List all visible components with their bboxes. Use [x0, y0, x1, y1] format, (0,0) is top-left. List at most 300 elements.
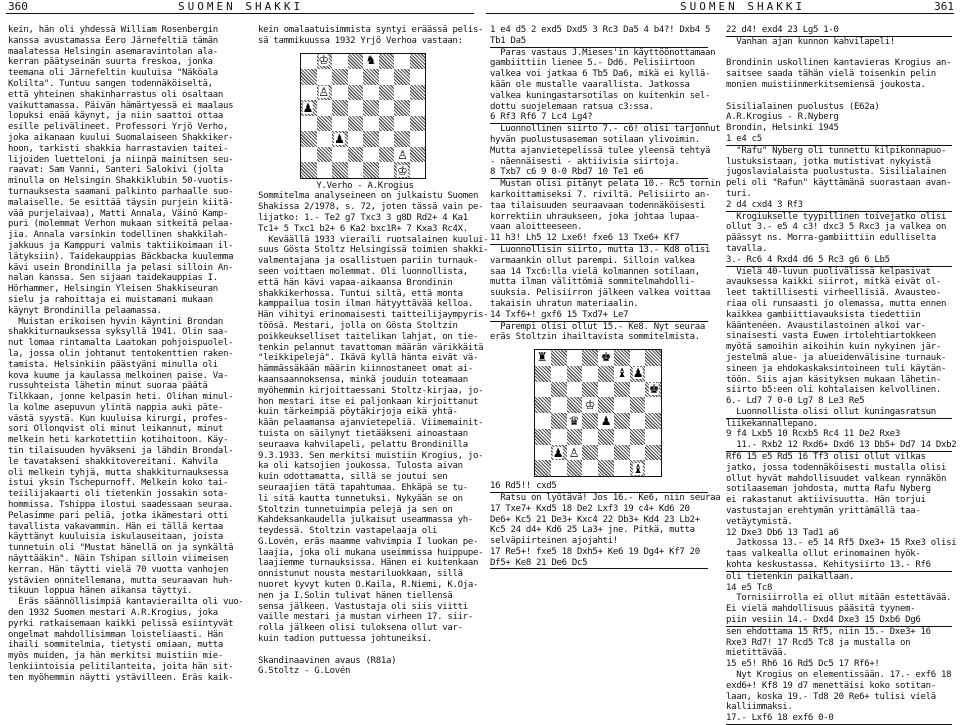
text-line: jakkuus ja Kamppuri valmis taktiikoimaan il-	[8, 240, 234, 251]
text-line: Parempi olisi ollut 15.- Ke8. Nyt seuraa	[490, 321, 705, 332]
board-square	[332, 147, 348, 163]
text-line: maalatessa Helsingin asemaravintolan ala-	[8, 46, 218, 57]
text-line: laajiemme turnauksissa. Hänen ei kuitenkaan	[258, 558, 479, 569]
text-line: Rf6 15 e5 Rd5 16 Tf3 olisi ollut vilkas	[726, 452, 926, 463]
text-line: oli melkein tyhjä, mutta shakkiturnauksessa	[8, 467, 229, 478]
text-line: kaikkea gambiittiavauksista tiedettiin	[726, 309, 921, 320]
board-square	[379, 69, 395, 85]
text-line: jatko, jossa todennäköisesti mustalla olisi	[726, 462, 947, 473]
board-square	[332, 85, 348, 101]
text-line: hämmässäkään määrin kiinnostaneet omat ai-	[258, 364, 473, 375]
board-square	[332, 100, 348, 116]
text-line: Brondin, Helsinki 1945	[726, 123, 839, 134]
board-square	[410, 131, 426, 147]
text-line: gambiittiin lienee 5.- Dd6. Pelisiirtoon	[490, 58, 695, 69]
text-line: puri (molemmat Verhon mukaan sitkeitä pelaa-	[8, 219, 234, 230]
text-line: varmaankin ollut parempi. Silloin valkea	[490, 255, 695, 266]
text-line: töön. Siis ajan käsityksen mukaan lähetin-	[726, 374, 941, 385]
board-square	[582, 366, 598, 382]
text-line: ei rakastanut aktiivisuutta. Hän torjui	[726, 495, 926, 506]
text-line: rolla jälkeen olisi tuloksena ollut var-	[258, 623, 463, 634]
text-line: Eräs säännöllisimpiä kantavierailta oli vuo-	[8, 597, 244, 608]
text-line: Tilkkaan, jonne kelpasin heti. Olihan minul-	[8, 392, 234, 403]
board-square	[582, 413, 598, 429]
text-line: selväpiirteinen ajojahti!	[490, 536, 618, 547]
board-square	[614, 429, 630, 445]
diagram-caption: Y.Verho - A.Krogius	[316, 180, 414, 191]
text-line: tamista. Helsinkiin päästyäni minulla oli	[8, 359, 218, 370]
board-square	[348, 131, 364, 147]
text-line: jia. Annala varsinkin todellinen shakkilah-	[8, 230, 229, 241]
board-square	[410, 162, 426, 178]
board-square	[630, 350, 646, 366]
text-line: tin tilaisuuden hyväkseni ja lähdin Brondal-	[8, 446, 234, 457]
text-line: ihaili sommitelmia, tietysti omiaan, mutta	[8, 640, 223, 651]
text-line: onnistunut nousta mestariluokkaan, sillä	[258, 569, 463, 580]
white-king-icon: ♔	[318, 53, 329, 68]
text-line: jugoslavialaista puolustusta. Sisilialainen	[726, 167, 947, 178]
text-line: 14 Txf6+! gxf6 15 Txd7+ Le7	[490, 310, 708, 322]
text-line: vastustajan erehtymän yrittämällä taa-	[726, 506, 921, 517]
text-line: Luonnollisin siirto, mutta 13.- Kd8 olisi	[490, 244, 711, 255]
board-square	[645, 366, 661, 382]
text-line: sineen ja ehdokaskaksintoineen tuli käytän-	[726, 363, 947, 374]
text-line: oli tietenkin paikallaan.	[726, 571, 854, 582]
text-line: 22 d4! exd4 23 Lg5 1-0	[726, 25, 952, 37]
text-line: le tavatakseni shakkitovereitani. Kahvila	[8, 456, 218, 467]
text-line: dottu suojelemaan ratsua c3:ssa.	[490, 101, 654, 112]
text-line: riaa oli runsaasti jo olemassa, mutta ennen	[726, 298, 947, 309]
black-queen-icon: ♛	[568, 414, 580, 429]
text-line: ka oli katsojien joukossa. Tulosta aivan	[258, 461, 463, 472]
board-square	[598, 460, 614, 476]
board-square	[645, 460, 661, 476]
text-line: lätyksiin). Taidekauppias Bäckbacka kuulemma	[8, 251, 234, 262]
board-square	[535, 445, 551, 461]
board-square	[394, 69, 410, 85]
left-column-1	[8, 25, 244, 684]
text-line: teemana oli Järnefeltin kuuluisa "Näköala	[8, 68, 218, 79]
board-square	[410, 100, 426, 116]
text-line: melkein heti karkotettiin kotihoitoon. Käy-	[8, 435, 229, 446]
white-king-icon: ♔	[397, 163, 408, 178]
board-square	[379, 131, 395, 147]
black-bishop-icon: ♝	[632, 462, 644, 477]
board-square	[301, 54, 317, 70]
text-line: käynyt Brondinilla pelaamassa.	[8, 305, 162, 316]
board-square	[582, 382, 598, 398]
page-header-left: SUOMEN SHAKKI	[178, 0, 304, 13]
text-line: kanssa avustamassa Eero Järnefeltiä tämän	[8, 35, 218, 46]
board-square	[317, 147, 333, 163]
text-line: Krogiukselle tyypillinen toivejatko olisi	[726, 211, 947, 222]
text-line: 14 e5 Tc8	[726, 582, 773, 593]
text-line: Luonnollinen siirto 7.- c6! olisi tarjonnut	[490, 124, 721, 135]
text-line: nalan kanssa. Sen sijaan taidekauppias I.	[8, 273, 218, 284]
text-line: Shakissa 2/1978, s. 72, joten tässä vain pe-	[258, 202, 484, 213]
board-square	[630, 413, 646, 429]
text-line: näyttääkin". Näin Tshipan silloin viimeisen	[8, 554, 229, 565]
text-line: - näennäisesti - aktiivisia siirtoja.	[490, 156, 680, 167]
text-line: 12 Dxe3 Db6 13 Tad1 a6	[726, 527, 839, 538]
text-line: De6+ Kc5 21 De3+ Kxc4 22 Db3+ Kd4 23 Lb2+	[490, 514, 700, 525]
text-line: karkoittamiseksi 7. riviltä. Pelisiirto an-	[490, 189, 711, 200]
board-square	[379, 116, 395, 132]
text-line: Tb1 Da5	[490, 36, 708, 48]
text-line: shakkiturnauksessa syksyllä 1941. Olin saa-	[8, 327, 229, 338]
text-line	[258, 645, 472, 656]
board-square	[348, 85, 364, 101]
text-line: Mustan olisi pitänyt pelata 10.- Rc5 tornin	[490, 179, 721, 190]
board-square	[551, 429, 567, 445]
board-square	[551, 397, 567, 413]
text-line: 1 e4 c5	[726, 134, 952, 146]
board-square	[551, 413, 567, 429]
text-line: kään pelaamansa ajanvietepeliä. Viimemainit-	[258, 418, 484, 429]
board-square	[598, 382, 614, 398]
text-line: li sitä kautta tunnetuksi. Nykyään se on	[258, 493, 463, 504]
text-line: Muistan erikoisen hyvin käyntini Brondan	[8, 316, 223, 327]
board-square	[567, 366, 583, 382]
text-line: eräs Stoltzin ihailtavista sommitelmista.	[490, 332, 700, 343]
board-square	[379, 162, 395, 178]
board-square	[394, 131, 410, 147]
text-line: kuin tärkeimpiä pöytäkirjoja eikä yhtä-	[258, 407, 458, 418]
board-square	[363, 131, 379, 147]
text-line: 17 Txe7+ Kxd5 18 De2 Lxf3 19 c4+ Kd6 20	[490, 503, 690, 514]
board-square	[614, 350, 630, 366]
text-line: Tornisiirrolla ei ollut mitään estettävää.	[726, 593, 952, 604]
board-square	[332, 116, 348, 132]
text-line: Paras vastaus J.Mieses'in käyttöönottamaan	[490, 47, 716, 58]
text-line: vaan aloitteeseen.	[490, 222, 583, 233]
text-line: tavallista vakavammin. Hän ei tällä kertaa	[8, 521, 223, 532]
board-square	[551, 460, 567, 476]
text-line: "leikkipelejä". Ikävä kyllä hänta eivät vä-	[258, 353, 479, 364]
text-line: malaiselle. Se esittää täysin purjein kiitä-	[8, 197, 234, 208]
board-square	[332, 162, 348, 178]
board-square	[614, 413, 630, 429]
board-square	[317, 131, 333, 147]
board-square	[645, 429, 661, 445]
board-square	[567, 460, 583, 476]
text-line: sori Ollonqvist oli minut leikannut, minut	[8, 424, 223, 435]
text-line: sinaisesti vasta Euwen irtolehtiartokkeen	[726, 331, 936, 342]
text-line: Stoltzin tunnetuimpia pelejä ja sen on	[258, 504, 453, 515]
text-line: kein omalaatuisimmista syntyi eräässä pelis-	[258, 25, 484, 35]
page-header-right: SUOMEN SHAKKI	[680, 0, 806, 13]
board-square	[630, 429, 646, 445]
text-line: mietittävää.	[726, 648, 788, 659]
text-line: leet taktillisesti virheellisiä. Avausteo-	[726, 288, 941, 299]
text-line: raavat: Sam Vanni, Santeri Salokivi (jolta	[8, 165, 223, 176]
text-line: Ei vielä mahdollisuus pääsitä tyynem-	[726, 604, 916, 615]
text-line: Sommitelma analyseineen on julkaistu Suomen	[258, 191, 479, 202]
board-square	[598, 397, 614, 413]
text-line: ystävien onnitellemana, mutta seuraavan huh-	[8, 575, 234, 586]
text-line: Df5+ Ke8 21 De6 Dc5	[490, 558, 708, 570]
text-line: A.R.Krogius - R.Nyberg	[726, 112, 839, 123]
text-line: nuoret kyvyt kuten O.Kaila, R.Niemi, K.Oja-	[258, 580, 479, 591]
page-number-right: 361	[934, 0, 954, 13]
text-line: kerran. Hän täytti vielä 70 vuotta vanhojen	[8, 564, 229, 575]
board-square	[582, 460, 598, 476]
text-line: mutta ilman välittömiä sommitelmahdolli-	[490, 277, 695, 288]
text-line: sotilaaseman johdosta, mutta Rafu Nyberg	[726, 484, 931, 495]
board-square	[551, 350, 567, 366]
text-line: turnauksesta saamani palkinto parhaalle suo-	[8, 186, 234, 197]
text-line: "Rafu" Nyberg oli tunnettu kilpikonnapuo-	[726, 145, 947, 156]
text-line: 3.- Rc6 4 Rxd4 d6 5 Rc3 g6 6 Lb5	[726, 255, 952, 267]
board-square	[551, 366, 567, 382]
text-line: 17.- Lxf6 18 exf6 0-0	[726, 713, 952, 725]
text-line: Hän vihityi erinomaisesti taitteilijaympyris-	[258, 310, 489, 321]
board-square	[301, 69, 317, 85]
text-line	[726, 91, 952, 102]
text-line: jestelmä alue- ja alueidenvälisine turnauk-	[726, 352, 947, 363]
text-line: nut lomaa rintamalta Laatokan pohjoispuolel-	[8, 338, 234, 349]
text-line: 15 e5! Rh6 16 Rd5 Dc5 17 Rf6+!	[726, 659, 880, 670]
text-line: myötä samoihin aikoihin kuin nykyinen jär-	[726, 342, 941, 353]
text-line: korrektiin uhraukseen, joka johtaa lupaa-	[490, 211, 700, 222]
text-line: 11 h3! Lh5 12 Lxe6! fxe6 13 Txe6+ Kf7	[490, 233, 708, 245]
text-line: töösä. Mestari, jolla on Gösta Stoltzin	[258, 320, 458, 331]
text-line: la kolme asepuvun ylintä nappia auki päte-	[8, 402, 223, 413]
black-pawn-icon: ♟	[302, 100, 314, 115]
text-line: esille pelivälineet. Professori Yrjö Verho,	[8, 122, 229, 133]
text-line: 1 e4 d5 2 exd5 Dxd5 3 Rc3 Da5 4 b4?! Dxb4 5	[490, 25, 711, 35]
board-square	[394, 116, 410, 132]
text-line: tenkin pelannut tavattoman määrän värikkäitä	[258, 342, 484, 353]
text-line: la, jossa olin johtanut tentokenttien raken-	[8, 348, 234, 359]
text-line: Vielä 40-luvun puolivälissä kelpasivat	[726, 266, 931, 277]
board-square	[535, 366, 551, 382]
text-line	[726, 48, 952, 59]
board-square	[379, 100, 395, 116]
text-line: saa 14 Txc6:lla vielä kolmannen sotilaan,	[490, 266, 700, 277]
text-line: Skandinaavinen avaus (R81a)	[258, 655, 397, 666]
board-square	[598, 366, 614, 382]
board-square	[410, 85, 426, 101]
text-line: seen voittaen molemmat. Oli luonnollista,	[258, 266, 468, 277]
text-line: vaille mestari ja mustan virheen 17. siir-	[258, 612, 473, 623]
board-square	[379, 85, 395, 101]
board-square	[301, 85, 317, 101]
text-line: tavalla.	[726, 243, 767, 254]
board-square	[645, 445, 661, 461]
text-line: suuksia. Pelisiirron jälkeen valkea voittaa	[490, 288, 711, 299]
board-square	[410, 54, 426, 70]
text-line: käyttänyt kuuluisia iskulauseitaan, joista	[8, 532, 223, 543]
text-line: taa tilaisuuden seuraavaan todennäköisesti	[490, 200, 705, 211]
board-square	[348, 147, 364, 163]
text-line: takaisin uhratun materiaalin.	[490, 298, 639, 309]
board-square	[348, 54, 364, 70]
text-line: tuista on säilynyt tietääkseni ainoastaan	[258, 428, 468, 439]
text-line: hon mestari itse ei paljonkaan kirjoittanut	[258, 396, 479, 407]
text-line: 17 Re5+! fxe5 18 Dxh5+ Ke6 19 Dg4+ Kf7 20	[490, 546, 700, 557]
text-line: Kolilta". Tuntuu sangen todennäköiseltä,	[8, 78, 213, 89]
black-king-icon: ♚	[648, 382, 660, 397]
board-square	[348, 69, 364, 85]
black-pawn-icon: ♟	[632, 366, 644, 381]
white-pawn-icon: ♙	[568, 446, 580, 461]
board-square	[645, 397, 661, 413]
white-pawn-icon: ♙	[318, 84, 329, 99]
board-square	[301, 116, 317, 132]
text-line: suus Gösta Stoltz Helsingissä toimien shakki-	[258, 245, 489, 256]
board-square	[535, 413, 551, 429]
left-column-2	[258, 25, 489, 677]
text-line: valmentajana ja osallistuen pariin turnauk-	[258, 256, 479, 267]
text-line: 2 d4 cxd4 3 Rf3	[726, 200, 952, 212]
text-line: valkea voi jatkaa 6 Tb5 Da6, mikä ei kyllä-	[490, 69, 711, 80]
board-square	[379, 54, 395, 70]
board-square	[317, 69, 333, 85]
text-line: Hörhammer, Helsingin Yleisen Shakkiseuran	[8, 284, 218, 295]
text-line: lijoiden luetteloni ja niinpä mainitsen seu-	[8, 154, 234, 165]
board-square	[535, 382, 551, 398]
text-line: sielu ja rahoittaja ei muistamani mukaan	[8, 294, 213, 305]
board-square	[363, 69, 379, 85]
text-line: G.Lovén, eräs maamme vahvimpia I luokan pe-	[258, 536, 479, 547]
board-square	[348, 162, 364, 178]
board-square	[614, 460, 630, 476]
black-rook-icon: ♜	[536, 350, 548, 365]
text-line: hyvän puolustusaseman sotilaan ylivoimin.	[490, 134, 700, 145]
board-square	[348, 116, 364, 132]
text-line: 8 Txb7 c6 9 0-0 Rbd7 10 Te1 e6	[490, 167, 708, 179]
board-square	[317, 100, 333, 116]
text-line: kein, hän oli yhdessä William Rosenbergin	[8, 25, 218, 35]
board-square	[582, 350, 598, 366]
board-square	[630, 397, 646, 413]
board-square	[348, 100, 364, 116]
text-line: 9 f4 Lxb5 10 Rcxb5 Rc4 11 De2 Rxe3	[726, 429, 901, 440]
text-line: ollut 3.- e5 4 c3! dxc3 5 Rxc3 ja valkea on	[726, 222, 947, 233]
text-line: peli oli "Rafun" käyttämänä suorastaan avan-	[726, 178, 952, 189]
board-square	[645, 350, 661, 366]
text-line: kamppailua tosin ilman hätyyttävää kelloa.	[258, 299, 473, 310]
board-square	[630, 445, 646, 461]
text-line: lopuksi enää käynyt, ja niin saattoi ottaa	[8, 111, 223, 122]
text-line: Vanhan ajan kunnon kahvilapeli!	[726, 36, 895, 47]
board-square	[614, 397, 630, 413]
text-line: myöhemmin kirjoittaessani Stoltz-kirjaa, jo-	[258, 385, 484, 396]
board-square	[410, 147, 426, 163]
text-line: 11.- Rxb2 12 Rxd6+ Dxd6 13 Db5+ Dd7 14 Dxb2	[726, 440, 957, 451]
text-line: exd6+! Kf8 19 d7 menettäisi koko sotitan-	[726, 680, 936, 691]
board-square	[410, 69, 426, 85]
text-line: kuin tadion puttuessa johtuneiksi.	[258, 634, 433, 645]
text-line: Nyt Krogius on elementissään. 17.- exf6 18	[726, 670, 952, 681]
text-line: kova kuume ja kaulassa melkoinen paise. Va-	[8, 370, 229, 381]
text-line: minulla on Helsingin Shakkiklubin 50-vuotis-	[8, 176, 234, 187]
black-pawn-icon: ♟	[552, 446, 564, 461]
text-line: Luonnollista olisi ollut kuningasratsun	[726, 407, 952, 419]
board-square	[363, 162, 379, 178]
board-square	[551, 382, 567, 398]
header-rule-left	[6, 13, 474, 14]
text-line: russuhteista lähetin minut suoraa päätä	[8, 381, 208, 392]
text-line: taas valkealla ollut erinomainen hyök-	[726, 549, 921, 560]
board-square	[301, 131, 317, 147]
text-line: Ratsu on lyötävä! Jos 16.- Ke6, niin seuraa	[490, 492, 721, 503]
text-line: että yhteinen shakinharrastus oli osaltaan	[8, 89, 223, 100]
text-line: 6 Rf3 Rf6 7 Lc4 Lg4?	[490, 112, 708, 124]
board-square	[535, 397, 551, 413]
text-line: joka aikanaan kuului Suomalaiseen Shakkiker-	[8, 132, 234, 143]
text-line: Brondinin uskollinen kantavieras Krogius an-	[726, 58, 952, 69]
text-line: kohta keskustassa. Kehitysiirto 13.- Rf6	[726, 560, 952, 572]
white-king-icon: ♔	[584, 398, 596, 413]
text-line: sä tammikuussa 1932 Yrjö Verhoa vastaan:	[258, 35, 463, 46]
text-line: lenkiintoisia pelitilanteita, joita hän sit-	[8, 662, 234, 673]
text-line: istui yksin Tschepurnoff. Melkein koko tai-	[8, 478, 229, 489]
board-square	[332, 54, 348, 70]
board-square	[630, 382, 646, 398]
board-square	[317, 116, 333, 132]
text-line: nen ja I.Solin tulivat hänen tiellensä	[258, 590, 453, 601]
board-square	[379, 147, 395, 163]
text-line: teydessä. Stoltzin vastapelaaja oli	[258, 526, 438, 537]
text-line: Rxe3 Rd7! 17 Rcd5 Tc8 ja mustalla on	[726, 637, 911, 648]
text-line: saitsee saada tähän vielä toisenkin pelin	[726, 69, 936, 80]
text-line: avauksessa kaikki siirrot, mitkä eivät ol-	[726, 277, 941, 288]
text-line: ongelmat mahdollisimman loisteliaasti. Hän	[8, 629, 223, 640]
text-line: kuin odottamatta, sillä se joutui sen	[258, 472, 448, 483]
text-line: myös muiden, ja hän merkitsi muistiin mie-	[8, 651, 223, 662]
board-square	[301, 162, 317, 178]
board-square	[363, 85, 379, 101]
text-line: kään ole mustalle vaarallista. Jatkossa	[490, 79, 690, 90]
right-column-1	[490, 25, 721, 569]
text-line: hommissa. Tshippa ilostui saadessaan seuraa.	[8, 500, 234, 511]
text-line: valkea kuningastarsotilas on kuitenkin sel-	[490, 90, 711, 101]
text-line: liikekannallepano.	[726, 418, 819, 429]
text-line: seuraajien tätä tapahtumaa. Ehkäpä se tu-	[258, 482, 468, 493]
text-line: laan, koska 19.- Td8 20 Re6+ tulisi vielä	[726, 691, 936, 702]
right-page	[480, 0, 960, 724]
text-line: tunnetuin oli "Mustat hänellä on ja synkältä	[8, 543, 234, 554]
board-square	[394, 54, 410, 70]
text-line: lustuksistaan, jotka mutistivat nykyistä	[726, 156, 931, 167]
board-square	[394, 85, 410, 101]
text-line: G.Stoltz - G.Lovén	[258, 666, 351, 677]
text-line: poikkeukselliset taitelikan lahjat, on tie-	[258, 331, 479, 342]
text-line: kääntenéen. Avaustilastoinen alkoi var-	[726, 320, 926, 331]
black-knight-icon: ♞	[365, 53, 377, 68]
text-line: vaikuttamassa. Päivän hämärtyessä ei maalaus	[8, 100, 234, 111]
black-pawn-icon: ♟	[334, 132, 345, 147]
text-line: 6.- Ld7 7 0-0 Lg7 8 Le3 Re5	[726, 396, 865, 407]
text-line: kerran päätyseinän suurta freskoa, jonka	[8, 57, 213, 68]
text-line: lijatko: 1.- Te2 g7 Txc3 3 g8D Rd2+ 4 Ka1	[258, 212, 468, 223]
board-square	[332, 69, 348, 85]
text-line: että hän kävi vapaa-aikaansa Brondinin	[258, 277, 453, 288]
text-line: Sisilialainen puolustus (E62a)	[726, 101, 880, 112]
right-column-2	[726, 25, 957, 725]
black-bishop-icon: ♝	[616, 366, 628, 381]
board-square	[645, 413, 661, 429]
text-line: laajia, joka oli mukana useimmissa huippupe-	[258, 547, 484, 558]
board-square	[363, 147, 379, 163]
black-pawn-icon: ♟	[600, 414, 612, 429]
board-square	[301, 147, 317, 163]
text-line: ten myöhemmin näytti ystävilleen. Eräs kaik-	[8, 672, 234, 683]
text-line: siirto b5:een oli kohtalaisen kelvollinen.	[726, 385, 941, 396]
text-line: seuraava kahvilapeli, pelattu Brondinilla	[258, 439, 468, 450]
